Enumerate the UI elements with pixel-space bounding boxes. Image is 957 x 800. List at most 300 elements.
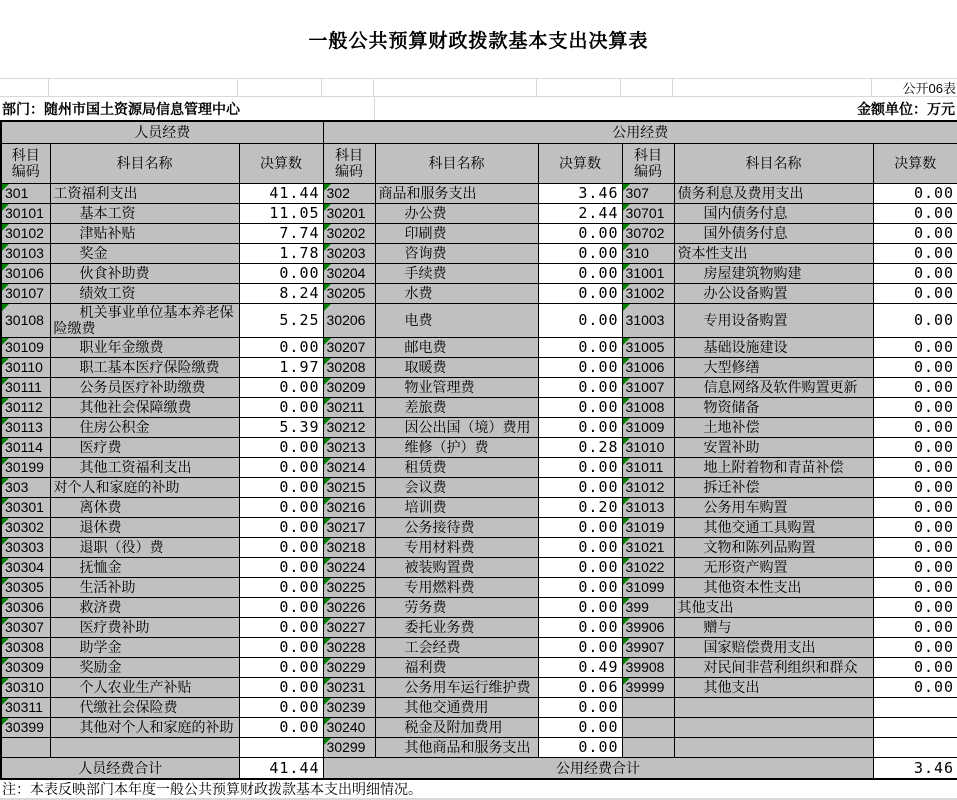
cell-flag-icon (623, 418, 630, 425)
subject-code-cell[interactable] (1, 517, 50, 537)
final-amount-cell[interactable]: 0.00 (538, 303, 622, 337)
subject-code-cell[interactable] (622, 183, 674, 203)
subject-name-cell[interactable] (674, 537, 873, 557)
final-amount-cell[interactable]: 0.00 (873, 577, 957, 597)
subject-code-cell[interactable] (622, 517, 674, 537)
subject-name-cell[interactable] (375, 657, 538, 677)
final-amount-cell[interactable]: 0.00 (873, 203, 957, 223)
final-amount-cell[interactable]: 0.00 (538, 223, 622, 243)
subject-name-cell[interactable] (674, 183, 873, 203)
final-amount-cell[interactable]: 0.00 (873, 477, 957, 497)
subject-code-cell[interactable] (1, 283, 50, 303)
subject-name-cell[interactable] (674, 303, 873, 337)
final-amount-cell[interactable]: 0.00 (873, 657, 957, 677)
subject-code-cell[interactable] (622, 717, 674, 737)
cell-flag-icon (2, 338, 9, 345)
final-amount-cell[interactable]: 0.00 (538, 357, 622, 377)
subject-name-cell[interactable] (674, 417, 873, 437)
final-amount-cell[interactable]: 8.24 (239, 283, 323, 303)
subject-name-cell[interactable] (375, 263, 538, 283)
final-amount-cell[interactable]: 0.00 (239, 497, 323, 517)
subject-name-cell[interactable] (375, 203, 538, 223)
final-amount-cell[interactable]: 0.00 (873, 397, 957, 417)
subject-code-cell[interactable] (1, 717, 50, 737)
final-amount-cell[interactable]: 0.00 (873, 303, 957, 337)
subject-name-cell[interactable] (50, 697, 239, 717)
subject-code-cell[interactable] (1, 263, 50, 283)
subject-name-cell[interactable] (674, 357, 873, 377)
subject-code-cell[interactable] (622, 617, 674, 637)
final-amount-cell[interactable]: 0.00 (239, 617, 323, 637)
subject-name-cell[interactable] (50, 557, 239, 577)
final-amount-cell[interactable]: 0.00 (873, 243, 957, 263)
subject-name-cell[interactable] (375, 303, 538, 337)
subject-name-cell[interactable] (674, 457, 873, 477)
final-amount-cell[interactable]: 0.00 (239, 537, 323, 557)
final-amount-cell[interactable]: 0.00 (873, 637, 957, 657)
subject-name-text: 对民间非营利组织和群众 (703, 659, 858, 675)
subject-name-cell[interactable] (50, 737, 239, 757)
final-amount-cell[interactable]: 0.00 (538, 243, 622, 263)
final-amount-cell[interactable]: 0.00 (239, 337, 323, 357)
subject-code-cell[interactable] (1, 577, 50, 597)
subject-name-cell[interactable] (674, 517, 873, 537)
subject-code-cell[interactable] (323, 377, 375, 397)
final-amount-cell[interactable]: 0.00 (538, 577, 622, 597)
final-amount-cell[interactable]: 41.44 (239, 183, 323, 203)
final-amount-cell[interactable]: 0.00 (538, 617, 622, 637)
subject-name-text: 职业年金缴费 (79, 339, 164, 355)
subject-code-cell[interactable] (1, 337, 50, 357)
final-amount-cell[interactable]: 2.44 (538, 203, 622, 223)
subject-name-cell[interactable] (50, 437, 239, 457)
subject-name-cell[interactable] (674, 223, 873, 243)
subject-code-cell[interactable] (1, 397, 50, 417)
subject-name-cell[interactable] (375, 517, 538, 537)
subject-code-text: 399 (625, 599, 649, 615)
subject-name-text: 信息网络及软件购置更新 (703, 379, 858, 395)
subject-name-cell[interactable] (50, 517, 239, 537)
subject-name-cell[interactable] (375, 717, 538, 737)
final-amount-cell[interactable]: 0.00 (873, 437, 957, 457)
subject-name-cell[interactable] (674, 577, 873, 597)
subject-code-cell[interactable] (323, 737, 375, 757)
final-amount-cell[interactable]: 0.00 (538, 517, 622, 537)
subject-name-cell[interactable] (50, 203, 239, 223)
subject-name-cell[interactable] (375, 357, 538, 377)
subject-name-cell[interactable] (375, 477, 538, 497)
subject-code-cell[interactable] (622, 697, 674, 717)
subject-name-cell[interactable] (50, 337, 239, 357)
subject-name-cell[interactable] (375, 243, 538, 263)
subject-code-cell[interactable] (622, 577, 674, 597)
subject-name-cell[interactable] (375, 337, 538, 357)
subject-code-cell[interactable] (323, 417, 375, 437)
column-header-value[interactable]: 决算数 (538, 143, 622, 183)
subject-code-cell[interactable] (622, 203, 674, 223)
column-header-name[interactable]: 科目名称 (50, 143, 239, 183)
subject-code-cell[interactable] (323, 203, 375, 223)
subject-name-cell[interactable] (375, 223, 538, 243)
subject-code-cell[interactable] (323, 497, 375, 517)
subject-code-cell[interactable] (1, 637, 50, 657)
subject-name-cell[interactable] (50, 183, 239, 203)
subject-name-cell[interactable] (375, 677, 538, 697)
subject-code-text: 301 (5, 185, 29, 201)
subject-name-cell[interactable] (674, 477, 873, 497)
final-amount-cell[interactable]: 0.28 (538, 437, 622, 457)
subject-code-cell[interactable] (1, 357, 50, 377)
subject-code-cell[interactable] (323, 517, 375, 537)
public-total-value[interactable]: 3.46 (873, 757, 957, 779)
subject-name-cell[interactable] (50, 537, 239, 557)
subject-name-cell[interactable] (375, 557, 538, 577)
final-amount-cell[interactable]: 0.00 (538, 597, 622, 617)
subject-code-cell[interactable] (622, 337, 674, 357)
subject-code-cell[interactable] (1, 597, 50, 617)
subject-code-cell[interactable] (1, 377, 50, 397)
subject-name-text: 邮电费 (404, 339, 447, 355)
final-amount-cell[interactable]: 0.00 (239, 557, 323, 577)
final-amount-cell[interactable]: 0.00 (239, 477, 323, 497)
subject-code-cell[interactable] (622, 457, 674, 477)
subject-code-cell[interactable] (622, 417, 674, 437)
subject-name-cell[interactable] (674, 263, 873, 283)
subject-code-cell[interactable] (622, 223, 674, 243)
subject-code-cell[interactable] (323, 697, 375, 717)
subject-name-cell[interactable] (674, 617, 873, 637)
subject-code-cell[interactable] (323, 337, 375, 357)
subject-code-cell[interactable] (323, 657, 375, 677)
subject-code-text: 31005 (625, 339, 665, 355)
subject-name-cell[interactable] (50, 357, 239, 377)
subject-code-cell[interactable] (1, 677, 50, 697)
final-amount-cell[interactable]: 0.00 (538, 737, 622, 757)
subject-name-text: 文物和陈列品购置 (703, 539, 816, 555)
subject-name-cell[interactable] (375, 183, 538, 203)
subject-name-text: 工资福利支出 (53, 185, 138, 201)
subject-name-cell[interactable] (375, 637, 538, 657)
subject-name-cell[interactable] (50, 397, 239, 417)
cell-flag-icon (2, 718, 9, 725)
subject-name-cell[interactable] (674, 557, 873, 577)
final-amount-cell[interactable]: 0.00 (538, 263, 622, 283)
final-amount-cell[interactable]: 0.00 (538, 417, 622, 437)
cell-flag-icon (324, 338, 331, 345)
subject-name-cell[interactable] (375, 697, 538, 717)
final-amount-cell[interactable]: 1.78 (239, 243, 323, 263)
subject-name-cell[interactable] (674, 737, 873, 757)
column-header-code[interactable] (1, 143, 50, 183)
final-amount-cell[interactable]: 0.00 (873, 223, 957, 243)
final-amount-cell[interactable]: 0.00 (873, 617, 957, 637)
subject-name-cell[interactable] (674, 203, 873, 223)
final-amount-cell[interactable]: 0.00 (538, 477, 622, 497)
final-amount-cell[interactable]: 0.00 (538, 397, 622, 417)
final-amount-cell[interactable]: 0.00 (873, 557, 957, 577)
final-amount-cell[interactable]: 0.00 (239, 397, 323, 417)
subject-code-cell[interactable] (323, 577, 375, 597)
subject-name-cell[interactable] (375, 417, 538, 437)
subject-name-cell[interactable] (375, 283, 538, 303)
final-amount-cell[interactable]: 0.00 (239, 377, 323, 397)
subject-name-cell[interactable] (50, 497, 239, 517)
subject-name-cell[interactable] (375, 537, 538, 557)
subject-name-cell[interactable] (375, 437, 538, 457)
final-amount-cell[interactable]: 5.25 (239, 303, 323, 337)
subject-name-cell[interactable] (375, 457, 538, 477)
final-amount-cell[interactable]: 5.39 (239, 417, 323, 437)
final-amount-cell[interactable]: 0.00 (538, 337, 622, 357)
final-amount-cell[interactable]: 0.00 (239, 517, 323, 537)
final-amount-cell[interactable]: 0.00 (538, 283, 622, 303)
personnel-total-label[interactable]: 人员经费合计 (1, 757, 239, 779)
final-amount-cell[interactable]: 11.05 (239, 203, 323, 223)
final-amount-cell[interactable] (873, 737, 957, 757)
subject-code-cell[interactable] (323, 597, 375, 617)
subject-name-cell[interactable] (674, 497, 873, 517)
final-amount-cell[interactable]: 0.00 (873, 357, 957, 377)
subject-name-cell[interactable] (375, 617, 538, 637)
final-amount-cell[interactable]: 0.00 (239, 597, 323, 617)
final-amount-cell[interactable]: 0.00 (239, 457, 323, 477)
subject-code-cell[interactable] (622, 497, 674, 517)
subject-code-cell[interactable] (323, 637, 375, 657)
subject-code-cell[interactable] (323, 303, 375, 337)
final-amount-cell[interactable]: 0.00 (873, 597, 957, 617)
subject-code-cell[interactable] (622, 637, 674, 657)
subject-code-text: 30208 (326, 359, 366, 375)
column-header-value[interactable]: 决算数 (239, 143, 323, 183)
subject-name-cell[interactable] (674, 597, 873, 617)
subject-name-cell[interactable] (674, 637, 873, 657)
subject-name-cell[interactable] (50, 577, 239, 597)
final-amount-cell[interactable]: 1.97 (239, 357, 323, 377)
final-amount-cell[interactable]: 0.00 (873, 183, 957, 203)
subject-code-cell[interactable] (1, 457, 50, 477)
cell-flag-icon (623, 398, 630, 405)
subject-code-cell[interactable] (323, 243, 375, 263)
subject-code-cell[interactable] (1, 617, 50, 637)
final-amount-cell[interactable]: 0.00 (538, 697, 622, 717)
subject-code-cell[interactable] (622, 303, 674, 337)
group-header-public[interactable]: 公用经费 (323, 121, 957, 143)
subject-code-cell[interactable] (622, 357, 674, 377)
subject-code-cell[interactable] (1, 657, 50, 677)
final-amount-cell[interactable]: 0.00 (538, 537, 622, 557)
subject-name-cell[interactable] (50, 377, 239, 397)
subject-code-cell[interactable] (1, 737, 50, 757)
final-amount-cell[interactable]: 0.00 (873, 417, 957, 437)
subject-code-text: 30304 (5, 559, 44, 575)
final-amount-cell[interactable]: 0.00 (873, 537, 957, 557)
subject-name-cell[interactable] (50, 477, 239, 497)
final-amount-cell[interactable]: 0.00 (538, 717, 622, 737)
subject-code-cell[interactable] (1, 497, 50, 517)
subject-name-cell[interactable] (50, 657, 239, 677)
subject-name-cell[interactable] (50, 677, 239, 697)
grid-cell (322, 79, 374, 96)
subject-code-cell[interactable] (323, 397, 375, 417)
subject-name-cell[interactable] (375, 377, 538, 397)
subject-code-cell[interactable] (622, 263, 674, 283)
cell-flag-icon (623, 378, 630, 385)
final-amount-cell[interactable]: 0.06 (538, 677, 622, 697)
subject-code-cell[interactable] (622, 477, 674, 497)
subject-code-cell[interactable] (1, 183, 50, 203)
subject-name-cell[interactable] (50, 223, 239, 243)
subject-name-cell[interactable] (375, 497, 538, 517)
subject-code-cell[interactable] (1, 203, 50, 223)
subject-code-text: 31008 (625, 399, 665, 415)
subject-code-cell[interactable] (323, 557, 375, 577)
final-amount-cell[interactable]: 0.00 (239, 637, 323, 657)
subject-name-cell[interactable] (674, 397, 873, 417)
subject-code-cell[interactable] (1, 437, 50, 457)
subject-code-cell[interactable] (622, 737, 674, 757)
final-amount-cell[interactable] (239, 737, 323, 757)
final-amount-cell[interactable]: 0.00 (239, 263, 323, 283)
subject-code-cell[interactable] (1, 537, 50, 557)
subject-code-cell[interactable] (1, 303, 50, 337)
final-amount-cell[interactable]: 7.74 (239, 223, 323, 243)
subject-code-text: 30231 (326, 679, 366, 695)
subject-name-cell[interactable] (674, 717, 873, 737)
subject-name-text: 其他支出 (703, 679, 760, 695)
final-amount-cell[interactable]: 0.00 (239, 697, 323, 717)
subject-code-cell[interactable] (1, 477, 50, 497)
subject-code-cell[interactable] (622, 243, 674, 263)
final-amount-cell[interactable]: 0.00 (239, 657, 323, 677)
subject-name-cell[interactable] (50, 283, 239, 303)
subject-name-cell[interactable] (50, 637, 239, 657)
final-amount-cell[interactable]: 0.00 (873, 377, 957, 397)
subject-code-cell[interactable] (622, 377, 674, 397)
final-amount-cell[interactable]: 0.49 (538, 657, 622, 677)
subject-name-cell[interactable] (375, 597, 538, 617)
subject-name-cell[interactable] (50, 263, 239, 283)
subject-name-cell[interactable] (50, 303, 239, 337)
subject-code-cell[interactable] (1, 417, 50, 437)
final-amount-cell[interactable] (873, 697, 957, 717)
subject-name-cell[interactable] (674, 657, 873, 677)
public-total-label[interactable]: 公用经费合计 (323, 757, 873, 779)
subject-code-cell[interactable] (323, 677, 375, 697)
personnel-total-value[interactable]: 41.44 (239, 757, 323, 779)
subject-code-cell[interactable] (323, 617, 375, 637)
subject-name-cell[interactable] (375, 577, 538, 597)
final-amount-cell[interactable]: 0.00 (873, 677, 957, 697)
subject-name-cell[interactable] (50, 717, 239, 737)
subject-code-cell[interactable] (323, 537, 375, 557)
subject-name-cell[interactable] (50, 457, 239, 477)
page-title: 一般公共预算财政拨款基本支出决算表 (308, 30, 649, 52)
subject-name-cell[interactable] (674, 437, 873, 457)
subject-name-cell[interactable] (50, 597, 239, 617)
subject-code-cell[interactable] (622, 537, 674, 557)
subject-code-cell[interactable] (323, 283, 375, 303)
final-amount-cell[interactable]: 0.00 (873, 497, 957, 517)
subject-code-cell[interactable] (622, 557, 674, 577)
final-amount-cell[interactable]: 0.00 (538, 457, 622, 477)
subject-code-cell[interactable] (323, 223, 375, 243)
subject-name-cell[interactable] (375, 737, 538, 757)
column-header-name[interactable]: 科目名称 (375, 143, 538, 183)
subject-name-cell[interactable] (50, 617, 239, 637)
final-amount-cell[interactable]: 3.46 (538, 183, 622, 203)
subject-code-cell[interactable] (622, 597, 674, 617)
subject-code-cell[interactable] (323, 437, 375, 457)
subject-code-cell[interactable] (622, 437, 674, 457)
subject-code-cell[interactable] (622, 397, 674, 417)
subject-code-cell[interactable] (323, 357, 375, 377)
subject-code-cell[interactable] (1, 223, 50, 243)
subject-code-cell[interactable] (323, 457, 375, 477)
subject-name-cell[interactable] (674, 677, 873, 697)
subject-code-cell[interactable] (1, 243, 50, 263)
final-amount-cell[interactable]: 0.00 (873, 263, 957, 283)
subject-name-text: 税金及附加费用 (404, 719, 503, 735)
column-header-code[interactable] (622, 143, 674, 183)
subject-code-cell[interactable] (323, 477, 375, 497)
subject-code-cell[interactable] (323, 183, 375, 203)
subject-code-cell[interactable] (1, 557, 50, 577)
subject-code-cell[interactable] (622, 677, 674, 697)
final-amount-cell[interactable]: 0.20 (538, 497, 622, 517)
final-amount-cell[interactable]: 0.00 (873, 283, 957, 303)
final-amount-cell[interactable]: 0.00 (873, 337, 957, 357)
final-amount-cell[interactable]: 0.00 (239, 677, 323, 697)
column-header-value[interactable]: 决算数 (873, 143, 957, 183)
subject-code-cell[interactable] (323, 717, 375, 737)
column-header-code[interactable] (323, 143, 375, 183)
subject-name-cell[interactable] (674, 283, 873, 303)
final-amount-cell[interactable]: 0.00 (538, 637, 622, 657)
group-header-personnel[interactable]: 人员经费 (1, 121, 323, 143)
table-row (1, 697, 957, 717)
column-header-name[interactable]: 科目名称 (674, 143, 873, 183)
subject-name-text: 地上附着物和青苗补偿 (703, 459, 844, 475)
final-amount-cell[interactable]: 0.00 (873, 457, 957, 477)
subject-code-text: 303 (5, 479, 29, 495)
subject-code-cell[interactable] (323, 263, 375, 283)
final-amount-cell[interactable]: 0.00 (239, 437, 323, 457)
subject-code-cell[interactable] (622, 657, 674, 677)
subject-code-cell[interactable] (622, 283, 674, 303)
subject-name-cell[interactable] (674, 243, 873, 263)
final-amount-cell[interactable]: 0.00 (873, 517, 957, 537)
subject-name-cell[interactable] (50, 417, 239, 437)
subject-code-cell[interactable] (1, 697, 50, 717)
subject-name-text: 机关事业单位基本养老保险缴费 (53, 304, 234, 336)
subject-code-text: 30199 (5, 459, 44, 475)
subject-code-text: 30203 (326, 245, 366, 261)
final-amount-cell[interactable]: 0.00 (239, 577, 323, 597)
subject-name-text: 基本工资 (79, 205, 136, 221)
final-amount-cell[interactable] (873, 717, 957, 737)
subject-name-cell[interactable] (50, 243, 239, 263)
cell-flag-icon (324, 184, 331, 191)
grid-cell (374, 79, 537, 96)
final-amount-cell[interactable]: 0.00 (239, 717, 323, 737)
subject-name-cell[interactable] (674, 697, 873, 717)
subject-name-text: 公务员医疗补助缴费 (79, 379, 206, 395)
subject-name-cell[interactable] (674, 337, 873, 357)
subject-name-cell[interactable] (674, 377, 873, 397)
final-amount-cell[interactable]: 0.00 (538, 557, 622, 577)
subject-name-cell[interactable] (375, 397, 538, 417)
final-amount-cell[interactable]: 0.00 (538, 377, 622, 397)
